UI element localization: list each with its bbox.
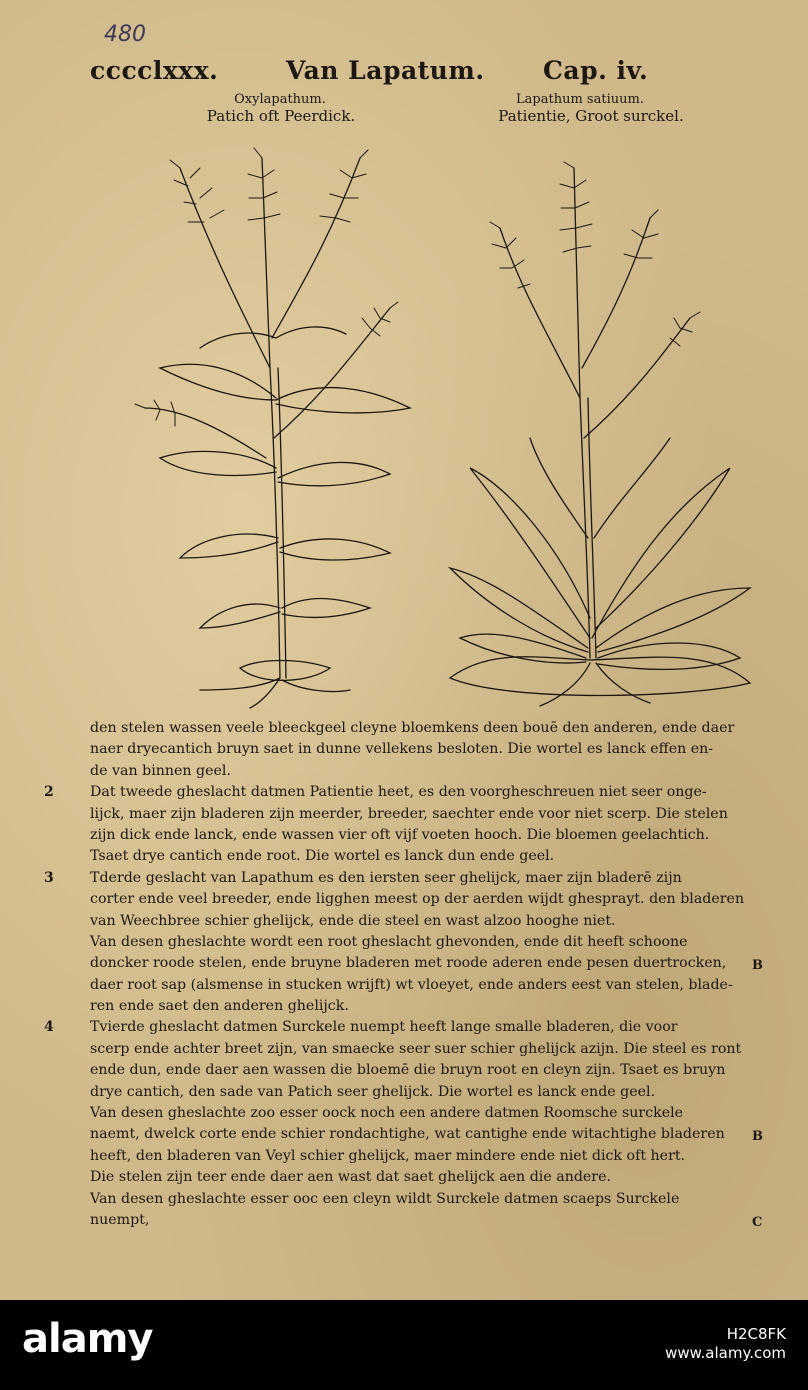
margin-marker: B [752,1129,763,1145]
text-line-content: scerp ende achter breet zijn, van smaecke seer suer schier ghelijck azijn. Die steel es ront [90,1040,742,1057]
left-plant-drawing [135,148,410,708]
text-line-content: naemt, dwelck corte ende schier rondachtighe, wat cantighe ende witachtighe bladeren [90,1126,725,1143]
text-line [90,1167,760,1188]
text-line-content: zijn dick ende lanck, ende wassen vier oft vijf voeten hooch. Die bloemen geelachtich. [90,826,710,843]
text-line [44,1017,760,1038]
text-line [44,868,760,889]
text-line-content: Dat tweede gheslacht datmen Patientie heet, es den voorgheschreuen niet seer onge- [90,784,707,801]
text-line [90,932,760,953]
text-line-content: Van desen gheslachte wordt een root gheslacht ghevonden, ende dit heeft schoone [90,933,688,950]
chapter-label: Cap. iv. [543,56,649,85]
text-line-content: Tsaet drye cantich ende root. Die wortel es lanck dun ende geel. [90,848,555,865]
text-line-content: lijck, maer zijn bladeren zijn meerder, breeder, saechter ende voor niet scerp. Die stelen [90,805,728,822]
folio-number: cccclxxx. [90,56,219,85]
body-text [44,718,763,1231]
right-plant-dutch-name: Patientie, Groot surckel. [498,107,684,125]
text-line [90,804,760,825]
text-line [90,996,760,1017]
text-line-content: de van binnen geel. [90,762,231,779]
text-line [90,1103,760,1124]
text-line [90,1146,760,1167]
text-line [90,761,760,782]
left-plant-dutch-name: Patich oft Peerdick. [206,107,356,125]
watermark-footer [0,1300,808,1390]
text-line [90,889,760,910]
text-line-content: naer dryecantich bruyn saet in dunne vellekens besloten. Die wortel es lanck effen en- [90,741,714,758]
right-plant-drawing [450,162,750,706]
margin-marker: B [752,958,763,974]
right-plant-latin-name: Lapathum satiuum. [516,92,644,107]
text-line-content: corter ende veel breeder, ende ligghen meest op der aerden wijdt ghesprayt. den bladeren [90,891,745,908]
botanical-woodcut-illustration [90,138,760,713]
brand-logo: alamy [22,1316,153,1362]
left-plant-latin-name: Oxylapathum. [234,92,326,107]
text-line [90,1082,760,1103]
text-line [44,782,760,803]
text-line-content: Tderde geslacht van Lapathum es den iersten seer ghelijck, maer zijn bladerē zijn [90,869,682,886]
text-line [90,1039,760,1060]
text-line-content: doncker roode stelen, ende bruyne bladeren met roode aderen ende pesen duertrocken, [90,955,727,972]
text-line [90,1189,760,1210]
text-line [90,718,760,739]
text-line-content: heeft, den bladeren van Veyl schier ghelijck, maer mindere ende niet dick oft hert. [90,1147,686,1164]
margin-marker: C [752,1214,763,1230]
text-line-content: den stelen wassen veele bleeckgeel cleyne bloemkens deen bouē den anderen, ende daer [90,720,735,736]
image-id: H2C8FK [726,1325,786,1343]
margin-marker: 2 [44,784,54,801]
text-line [90,953,763,974]
text-line-content: van Weechbree schier ghelijck, ende die steel en wast alzoo hooghe niet. [90,912,616,929]
text-line [90,1124,763,1145]
text-line-content: ren ende saet den anderen ghelijck. [90,998,349,1015]
text-line-content: Tvierde gheslacht datmen Surckele nuempt heeft lange smalle bladeren, die voor [90,1019,678,1036]
text-line [90,975,760,996]
page-title: Van Lapatum. [286,56,485,85]
handwritten-page-number: 480 [104,22,146,47]
text-line [90,739,760,760]
text-line-content: nuempt, [90,1211,150,1228]
text-line-content: ende dun, ende daer aen wassen die bloemē die bruyn root en cleyn zijn. Tsaet es bruyn [90,1062,726,1079]
margin-marker: 4 [44,1019,54,1036]
text-line-content: drye cantich, den sade van Patich seer ghelijck. Die wortel es lanck ende geel. [90,1083,656,1100]
text-line [90,1060,760,1081]
text-line [90,1210,763,1231]
text-line [90,911,760,932]
text-line-content: daer root sap (alsmense in stucken wrijft) wt vloeyet, ende anders eest van stelen, blade- [90,976,733,993]
site-url: www.alamy.com [665,1344,786,1362]
text-line [90,825,760,846]
text-line [90,846,760,867]
margin-marker: 3 [44,869,54,886]
text-line-content: Van desen gheslachte zoo esser oock noch een andere datmen Roomsche surckele [90,1105,684,1122]
text-line-content: Die stelen zijn teer ende daer aen wast dat saet ghelijck aen die andere. [90,1169,611,1186]
text-line-content: Van desen gheslachte esser ooc een cleyn wildt Surckele datmen scaeps Surckele [90,1190,680,1207]
